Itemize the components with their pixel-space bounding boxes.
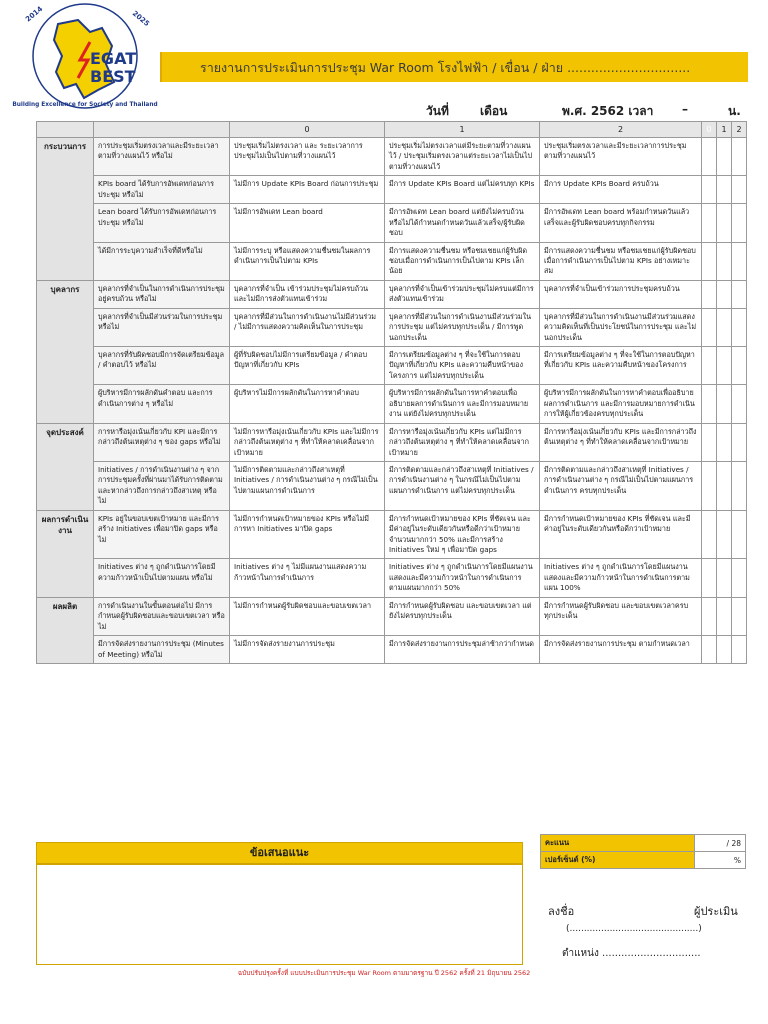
page-title: รายงานการประเมินการประชุม War Room โรงไฟฟ้า / เขื่อน / ฝ่าย ............................... bbox=[200, 60, 691, 75]
table-row bbox=[37, 204, 747, 242]
score-mark-cell-2[interactable] bbox=[732, 204, 747, 242]
score-1-description: มีการแสดงความชื่นชม หรือชมเชยแก่ผู้รับผิดชอบเมื่อการดำเนินการเป็นไปตาม KPIs เล็กน้อย bbox=[385, 242, 540, 280]
score-mark-cell-1[interactable] bbox=[717, 176, 732, 204]
score-total-label: คะแนน bbox=[541, 835, 695, 852]
score-total-value[interactable]: / 28 bbox=[695, 835, 746, 852]
score-2-description: ประชุมเริ่มตรงเวลาและมีระยะเวลาการประชุมตามที่วางแผนไว้ bbox=[540, 138, 702, 176]
score-0-description: บุคลากรที่จำเป็น เข้าร่วมประชุมไม่ครบถ้วน และไม่มีการส่งตัวแทนเข้าร่วม bbox=[230, 280, 385, 308]
date-dash: – bbox=[682, 102, 688, 116]
score-1-description: มีการกำหนดเป้าหมายของ KPIs ที่ชัดเจน และมีค่าอยู่ในระดับเดียวกันหรือดีกว่าเป้าหมาย จำนวนมากกว่า 50% และมีการสร้าง Initiatives ใหม่ ๆ เพื่อมาปิด gaps bbox=[385, 510, 540, 559]
score-mark-cell-2[interactable] bbox=[732, 242, 747, 280]
score-2-description: มีการแสดงความชื่นชม หรือชมเชยแก่ผู้รับผิดชอบเมื่อการดำเนินการเป็นไปตาม KPIs อย่างเหมาะสม bbox=[540, 242, 702, 280]
score-2-description: มีการอัพเดท Lean board พร้อมกำหนดวันแล้วเสร็จและผู้รับผิดชอบครบทุกกิจกรรม bbox=[540, 204, 702, 242]
criterion-cell: KPIs board ได้รับการอัพเดทก่อนการประชุม หรือไม่ bbox=[94, 176, 230, 204]
criterion-cell: Initiatives / การดำเนินงานต่าง ๆ จากการประชุมครั้งที่ผ่านมาได้รับการติดตามและหากล่าวถึงการกล่าวถึงสาเหตุ หรือไม่ bbox=[94, 461, 230, 510]
date-row bbox=[420, 100, 760, 122]
category-cell: กระบวนการ bbox=[37, 138, 94, 281]
position-line[interactable]: ตำแหน่ง ............................... bbox=[562, 948, 701, 959]
score-mark-cell-0[interactable] bbox=[702, 242, 717, 280]
score-0-description: ไม่มีการหารือมุ่งเน้นเกี่ยวกับ KPIs และไม่มีการกล่าวถึงต้นเหตุต่าง ๆ ที่ทำให้คลาดเคลื่อนจากเป้าหมาย bbox=[230, 423, 385, 461]
score-mark-cell-1[interactable] bbox=[717, 347, 732, 385]
score-0-description: Initiatives ต่าง ๆ ไม่มีแผนงานแสดงความก้าวหน้าในการดำเนินการ bbox=[230, 559, 385, 597]
table-row bbox=[37, 636, 747, 664]
logo-brand-2: BEST bbox=[90, 67, 136, 86]
score-mark-cell-2[interactable] bbox=[732, 347, 747, 385]
score-mark-cell-1[interactable] bbox=[717, 510, 732, 559]
header-score-1: 1 bbox=[385, 122, 540, 138]
suggestions-textarea[interactable] bbox=[36, 864, 523, 965]
criterion-cell: บุคลากรที่จำเป็นในการดำเนินการประชุมอยู่ครบถ้วน หรือไม่ bbox=[94, 280, 230, 308]
score-1-description: บุคลากรที่จำเป็นเข้าร่วมประชุมไม่ครบแต่มีการส่งตัวแทนเข้าร่วม bbox=[385, 280, 540, 308]
egat-best-logo bbox=[6, 2, 164, 110]
score-0-description: ไม่มีการติดตามและกล่าวถึงสาเหตุที่ Initiatives / การดำเนินงานต่าง ๆ กรณีไม่เป็นไปตามแผนการดำเนินการ bbox=[230, 461, 385, 510]
score-mark-cell-0[interactable] bbox=[702, 138, 717, 176]
score-mark-cell-0[interactable] bbox=[702, 308, 717, 346]
score-mark-cell-0[interactable] bbox=[702, 510, 717, 559]
score-0-description: ไม่มีการกำหนดเป้าหมายของ KPIs หรือไม่มีการหา Initiatives มาปิด gaps bbox=[230, 510, 385, 559]
score-legend-0: 0 bbox=[702, 122, 717, 138]
score-1-description: ประชุมเริ่มไม่ตรงเวลาแต่มีระยะตามที่วางแผนไว้ / ประชุมเริ่มตรงเวลาแต่ระยะเวลาไม่เป็นไปตามที่วางแผนไว้ bbox=[385, 138, 540, 176]
score-1-description: Initiatives ต่าง ๆ ถูกดำเนินการโดยมีแผนงานแสดงและมีความก้าวหน้าในการดำเนินการ ตามแผนมากกว่า 50% bbox=[385, 559, 540, 597]
date-day-label: วันที่ bbox=[426, 104, 449, 118]
score-percent-value[interactable]: % bbox=[695, 852, 746, 869]
score-0-description: ประชุมเริ่มไม่ตรงเวลา และ ระยะเวลาการประชุมไม่เป็นไปตามที่วางแผนไว้ bbox=[230, 138, 385, 176]
score-mark-cell-2[interactable] bbox=[732, 308, 747, 346]
header-criteria bbox=[94, 122, 230, 138]
score-2-description: ผู้บริหารมีการผลักดันในการหาคำตอบเพื่ออธิบายผลการดำเนินการ และมีการมอบหมายการดำเนินการให้ผู้เกี่ยวข้องครบทุกประเด็น bbox=[540, 385, 702, 423]
logo-year-right: 2025 bbox=[130, 9, 151, 29]
score-2-description: มีการจัดส่งรายงานการประชุม ตามกำหนดเวลา bbox=[540, 636, 702, 664]
suggestions-title: ข้อเสนอแนะ bbox=[249, 846, 310, 859]
criterion-cell: ผู้บริหารมีการผลักดันคำตอบ และการดำเนินการต่าง ๆ หรือไม่ bbox=[94, 385, 230, 423]
criterion-cell: บุคลากรที่จำเป็นมีส่วนร่วมในการประชุม หรือไม่ bbox=[94, 308, 230, 346]
score-1-description: มีการอัพเดท Lean board แต่ยังไม่ครบถ้วน หรือไม่ได้กำหนดกำหนดวันแล้วเสร็จ/ผู้รับผิดชอบ bbox=[385, 204, 540, 242]
date-month-label: เดือน bbox=[480, 104, 508, 118]
logo-brand-1: EGAT bbox=[90, 49, 137, 68]
score-mark-cell-1[interactable] bbox=[717, 280, 732, 308]
criterion-cell: Initiatives ต่าง ๆ ถูกดำเนินการโดยมีความก้าวหน้าเป็นไปตามแผน หรือไม่ bbox=[94, 559, 230, 597]
score-0-description: ผู้ที่รับผิดชอบไม่มีการเตรียมข้อมูล / คำตอบปัญหาที่เกี่ยวกับ KPIs bbox=[230, 347, 385, 385]
score-mark-cell-0[interactable] bbox=[702, 423, 717, 461]
score-mark-cell-1[interactable] bbox=[717, 385, 732, 423]
category-cell: ผลผลิต bbox=[37, 597, 94, 663]
score-mark-cell-2[interactable] bbox=[732, 423, 747, 461]
category-cell: ผลการดำเนินงาน bbox=[37, 510, 94, 597]
footer-note: ฉบับปรับปรุงครั้งที่ แบบประเมินการประชุม War Room ตามมาตรฐาน ปี 2562 ครั้งที่ 21 มิถุนายน 2562 bbox=[237, 969, 531, 977]
score-2-description: Initiatives ต่าง ๆ ถูกดำเนินการโดยมีแผนงานแสดงและมีความก้าวหน้าในการดำเนินการตามแผน 100% bbox=[540, 559, 702, 597]
criterion-cell: มีการจัดส่งรายงานการประชุม (Minutes of Meeting) หรือไม่ bbox=[94, 636, 230, 664]
score-0-description: ไม่มีการจัดส่งรายงานการประชุม bbox=[230, 636, 385, 664]
score-mark-cell-2[interactable] bbox=[732, 280, 747, 308]
table-row bbox=[37, 347, 747, 385]
category-cell: บุคลากร bbox=[37, 280, 94, 423]
score-mark-cell-2[interactable] bbox=[732, 636, 747, 664]
score-percent-label: เปอร์เซ็นต์ (%) bbox=[541, 852, 695, 869]
score-2-description: มีการ Update KPIs Board ครบถ้วน bbox=[540, 176, 702, 204]
score-1-description: ผู้บริหารมีการผลักดันในการหาคำตอบเพื่ออธิบายผลการดำเนินการ และมีการมอบหมายงาน แต่ยังไม่ครบทุกประเด็น bbox=[385, 385, 540, 423]
score-mark-cell-0[interactable] bbox=[702, 347, 717, 385]
table-row bbox=[37, 138, 747, 176]
score-mark-cell-1[interactable] bbox=[717, 597, 732, 635]
score-mark-cell-0[interactable] bbox=[702, 636, 717, 664]
score-2-description: มีการติดตามและกล่าวถึงสาเหตุที่ Initiatives / การดำเนินงานต่าง ๆ กรณีไม่เป็นไปตามแผนการดำเนินการ ครบทุกประเด็น bbox=[540, 461, 702, 510]
table-row bbox=[37, 280, 747, 308]
signature-name-line[interactable]: (.............................................) bbox=[566, 924, 702, 934]
score-1-description: มีการกำหนดผู้รับผิดชอบ และขอบเขตเวลา แต่ยังไม่ครบทุกประเด็น bbox=[385, 597, 540, 635]
score-2-description: มีการกำหนดผู้รับผิดชอบ และขอบเขตเวลาครบทุกประเด็น bbox=[540, 597, 702, 635]
score-mark-cell-2[interactable] bbox=[732, 138, 747, 176]
score-0-description: ไม่มีการ Update KPIs Board ก่อนการประชุม bbox=[230, 176, 385, 204]
category-cell: จุดประสงค์ bbox=[37, 423, 94, 510]
date-year-label: พ.ศ. 2562 เวลา bbox=[562, 104, 654, 118]
score-mark-cell-1[interactable] bbox=[717, 423, 732, 461]
score-2-description: มีการเตรียมข้อมูลต่าง ๆ ที่จะใช้ในการตอบปัญหาที่เกี่ยวกับ KPIs และความคืบหน้าของโครงการ bbox=[540, 347, 702, 385]
score-1-description: มีการติดตามและกล่าวถึงสาเหตุที่ Initiatives / การดำเนินงานต่าง ๆ ในกรณีไม่เป็นไปตามแผนการดำเนินการ แต่ไม่ครบทุกประเด็น bbox=[385, 461, 540, 510]
score-table bbox=[540, 834, 746, 869]
score-mark-cell-2[interactable] bbox=[732, 597, 747, 635]
header-category bbox=[37, 122, 94, 138]
score-mark-cell-1[interactable] bbox=[717, 461, 732, 510]
criterion-cell: การประชุมเริ่มตรงเวลาและมีระยะเวลาตามที่วางแผนไว้ หรือไม่ bbox=[94, 138, 230, 176]
score-total-row bbox=[541, 835, 746, 852]
criterion-cell: บุคลากรที่รับผิดชอบมีการจัดเตรียมข้อมูล / คำตอบไว้ หรือไม่ bbox=[94, 347, 230, 385]
score-mark-cell-1[interactable] bbox=[717, 242, 732, 280]
score-percent-row bbox=[541, 852, 746, 869]
score-1-description: บุคลากรที่มีส่วนในการดำเนินงานมีส่วนร่วมในการประชุม แต่ไม่ครบทุกประเด็น / มีการพูดนอกประเด็น bbox=[385, 308, 540, 346]
table-header-row bbox=[37, 122, 747, 138]
criterion-cell: การหารือมุ่งเน้นเกี่ยวกับ KPI และมีการกล่าวถึงต้นเหตุต่าง ๆ ของ gaps หรือไม่ bbox=[94, 423, 230, 461]
score-2-description: บุคลากรที่จำเป็นเข้าร่วมการประชุมครบถ้วน bbox=[540, 280, 702, 308]
table-row bbox=[37, 308, 747, 346]
score-mark-cell-1[interactable] bbox=[717, 636, 732, 664]
evaluation-table bbox=[36, 121, 747, 664]
logo-motto: Building Excellence for Society and Thailand bbox=[12, 102, 158, 108]
table-row bbox=[37, 423, 747, 461]
score-mark-cell-1[interactable] bbox=[717, 204, 732, 242]
score-mark-cell-0[interactable] bbox=[702, 385, 717, 423]
score-mark-cell-2[interactable] bbox=[732, 510, 747, 559]
sign-label: ลงชื่อ bbox=[548, 905, 575, 918]
score-mark-cell-0[interactable] bbox=[702, 461, 717, 510]
score-mark-cell-0[interactable] bbox=[702, 176, 717, 204]
score-legend-2: 2 bbox=[732, 122, 747, 138]
table-row bbox=[37, 385, 747, 423]
title-bar bbox=[160, 52, 748, 82]
table-row bbox=[37, 461, 747, 510]
table-row bbox=[37, 559, 747, 597]
score-mark-cell-1[interactable] bbox=[717, 308, 732, 346]
score-legend-1: 1 bbox=[717, 122, 732, 138]
score-mark-cell-0[interactable] bbox=[702, 204, 717, 242]
table-row bbox=[37, 597, 747, 635]
criterion-cell: KPIs อยู่ในขอบเขตเป้าหมาย และมีการสร้าง Initiatives เพื่อมาปิด gaps หรือไม่ bbox=[94, 510, 230, 559]
score-mark-cell-2[interactable] bbox=[732, 176, 747, 204]
date-unit-label: น. bbox=[728, 104, 741, 118]
score-2-description: มีการหารือมุ่งเน้นเกี่ยวกับ KPIs และมีการกล่าวถึงต้นเหตุต่าง ๆ ที่ทำให้คลาดเคลื่อนจากเป้าหมาย bbox=[540, 423, 702, 461]
score-2-description: มีการกำหนดเป้าหมายของ KPIs ที่ชัดเจน และมีค่าอยู่ในระดับเดียวกันหรือดีกว่าเป้าหมาย bbox=[540, 510, 702, 559]
score-mark-cell-0[interactable] bbox=[702, 559, 717, 597]
score-0-description: ผู้บริหารไม่มีการผลักดันในการหาคำตอบ bbox=[230, 385, 385, 423]
assessor-label: ผู้ประเมิน bbox=[694, 905, 738, 918]
criterion-cell: การดำเนินงานในขั้นตอนต่อไป มีการกำหนดผู้รับผิดชอบและขอบเขตเวลา หรือไม่ bbox=[94, 597, 230, 635]
table-row bbox=[37, 510, 747, 559]
score-1-description: มีการหารือมุ่งเน้นเกี่ยวกับ KPIs แต่ไม่มีการกล่าวถึงต้นเหตุต่าง ๆ ที่ทำให้คลาดเคลื่อนจากเป้าหมาย bbox=[385, 423, 540, 461]
criterion-cell: Lean board ได้รับการอัพเดทก่อนการประชุม หรือไม่ bbox=[94, 204, 230, 242]
score-2-description: บุคลากรที่มีส่วนในการดำเนินงานมีส่วนร่วมแสดงความคิดเห็นที่เป็นประโยชน์ในการประชุม และไม่นอกประเด็น bbox=[540, 308, 702, 346]
table-row bbox=[37, 242, 747, 280]
score-1-description: มีการเตรียมข้อมูลต่าง ๆ ที่จะใช้ในการตอบปัญหาที่เกี่ยวกับ KPIs และความคืบหน้าของโครงการ แต่ไม่ครบทุกประเด็น bbox=[385, 347, 540, 385]
score-0-description: ไม่มีการกำหนดผู้รับผิดชอบและขอบเขตเวลา bbox=[230, 597, 385, 635]
score-mark-cell-1[interactable] bbox=[717, 138, 732, 176]
score-0-description: บุคลากรที่มีส่วนในการดำเนินงานไม่มีส่วนร่วม / ไม่มีการแสดงความคิดเห็นในการประชุม bbox=[230, 308, 385, 346]
score-0-description: ไม่มีการอัพเดท Lean board bbox=[230, 204, 385, 242]
score-mark-cell-2[interactable] bbox=[732, 559, 747, 597]
score-0-description: ไม่มีการระบุ หรือแสดงความชื่นชมในผลการดำเนินการเป็นไปตาม KPIs bbox=[230, 242, 385, 280]
criterion-cell: ได้มีการระบุความสำเร็จที่ดีหรือไม่ bbox=[94, 242, 230, 280]
score-mark-cell-0[interactable] bbox=[702, 597, 717, 635]
header-score-2: 2 bbox=[540, 122, 702, 138]
score-mark-cell-2[interactable] bbox=[732, 385, 747, 423]
score-1-description: มีการ Update KPIs Board แต่ไม่ครบทุก KPIs bbox=[385, 176, 540, 204]
score-mark-cell-2[interactable] bbox=[732, 461, 747, 510]
score-mark-cell-1[interactable] bbox=[717, 559, 732, 597]
header-score-0: 0 bbox=[230, 122, 385, 138]
suggestions-header bbox=[36, 842, 523, 864]
score-mark-cell-0[interactable] bbox=[702, 280, 717, 308]
logo-year-left: 2014 bbox=[24, 4, 45, 24]
table-row bbox=[37, 176, 747, 204]
score-1-description: มีการจัดส่งรายงานการประชุมล่าช้ากว่ากำหนด bbox=[385, 636, 540, 664]
